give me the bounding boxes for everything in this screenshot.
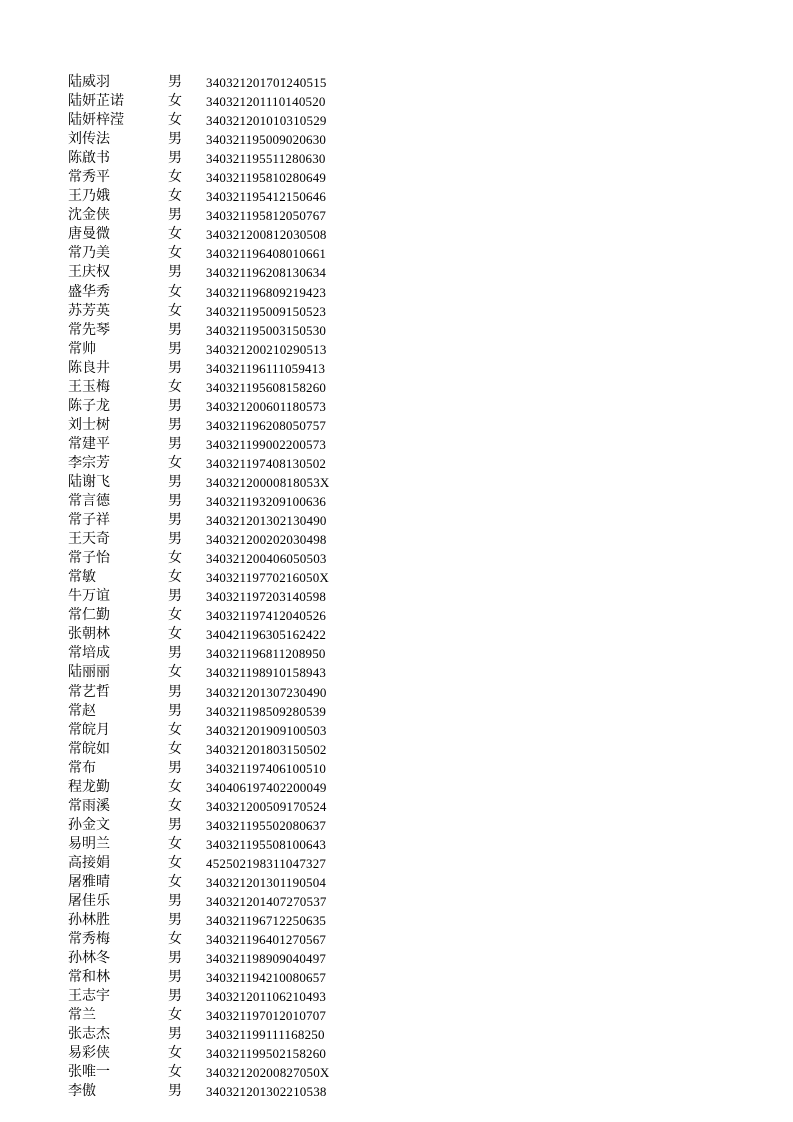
person-gender: 男 — [168, 264, 182, 281]
person-gender: 女 — [168, 721, 182, 738]
person-gender: 男 — [168, 512, 182, 529]
roster-row — [68, 740, 330, 759]
person-gender: 男 — [168, 531, 182, 548]
roster-row — [68, 397, 330, 416]
roster-row — [68, 454, 330, 473]
roster-row — [68, 892, 330, 911]
roster-row — [68, 435, 330, 454]
person-name: 王天奇 — [68, 531, 110, 548]
person-gender: 女 — [168, 664, 182, 681]
person-id-number: 340321195009150523 — [206, 303, 327, 319]
person-gender: 女 — [168, 607, 182, 624]
person-gender: 女 — [168, 854, 182, 871]
person-gender: 男 — [168, 912, 182, 929]
person-name: 孙林冬 — [68, 950, 110, 967]
roster-row — [68, 530, 330, 549]
roster-row — [68, 378, 330, 397]
roster-row — [68, 225, 330, 244]
person-name: 盛华秀 — [68, 283, 110, 300]
person-id-number: 340321201106210493 — [206, 989, 327, 1005]
person-id-number: 340321196809219423 — [206, 284, 327, 300]
person-gender: 男 — [168, 473, 182, 490]
person-gender: 男 — [168, 893, 182, 910]
person-name: 常言德 — [68, 493, 110, 510]
person-name: 陈良井 — [68, 359, 110, 376]
roster-row — [68, 302, 330, 321]
person-id-number: 340421196305162422 — [206, 627, 327, 643]
person-id-number: 340321199502158260 — [206, 1046, 327, 1062]
person-gender: 男 — [168, 131, 182, 148]
person-name: 常子祥 — [68, 512, 110, 529]
roster-row — [68, 1082, 330, 1101]
roster-row — [68, 416, 330, 435]
roster-row — [68, 702, 330, 721]
roster-row — [68, 168, 330, 187]
person-gender: 女 — [168, 188, 182, 205]
roster-row — [68, 92, 330, 111]
roster-row — [68, 683, 330, 702]
person-gender: 女 — [168, 1007, 182, 1024]
person-name: 陆威羽 — [68, 74, 110, 90]
roster-row — [68, 568, 330, 587]
person-id-number: 340321201407270537 — [206, 894, 327, 910]
person-gender: 男 — [168, 321, 182, 338]
person-id-number: 340321201010310529 — [206, 113, 327, 129]
person-gender: 女 — [168, 778, 182, 795]
roster-row — [68, 606, 330, 625]
person-id-number: 340321197203140598 — [206, 589, 327, 605]
person-id-number: 340321197012010707 — [206, 1008, 327, 1024]
person-name: 张唯一 — [68, 1064, 110, 1081]
person-name: 王玉梅 — [68, 378, 110, 395]
person-gender: 男 — [168, 988, 182, 1005]
roster-row — [68, 663, 330, 682]
person-name: 常赵 — [68, 702, 96, 719]
roster-row — [68, 283, 330, 302]
person-gender: 男 — [168, 816, 182, 833]
person-id-number: 340321201307230490 — [206, 684, 327, 700]
person-gender: 男 — [168, 702, 182, 719]
person-name: 陆丽丽 — [68, 664, 110, 681]
roster-row — [68, 73, 330, 92]
person-id-number: 340321201803150502 — [206, 741, 327, 757]
person-id-number: 34032120200827050X — [206, 1065, 330, 1081]
roster-row — [68, 244, 330, 263]
person-gender: 女 — [168, 550, 182, 567]
roster-row — [68, 130, 330, 149]
person-gender: 男 — [168, 493, 182, 510]
person-id-number: 34032120000818053X — [206, 474, 330, 490]
person-id-number: 340321196111059413 — [206, 360, 326, 376]
person-gender: 女 — [168, 112, 182, 129]
person-gender: 男 — [168, 1026, 182, 1043]
person-gender: 男 — [168, 759, 182, 776]
person-gender: 女 — [168, 835, 182, 852]
roster-row — [68, 759, 330, 778]
person-id-number: 340321196811208950 — [206, 646, 326, 662]
person-gender: 女 — [168, 626, 182, 643]
roster-row — [68, 111, 330, 130]
roster-row — [68, 873, 330, 892]
person-name: 常建平 — [68, 435, 110, 452]
roster-row — [68, 187, 330, 206]
person-name: 李宗芳 — [68, 454, 110, 471]
person-name: 常秀平 — [68, 169, 110, 186]
person-name: 高接娟 — [68, 854, 110, 871]
person-id-number: 340321201909100503 — [206, 722, 327, 738]
person-gender: 女 — [168, 378, 182, 395]
roster-row — [68, 1063, 330, 1082]
roster-row — [68, 930, 330, 949]
roster-row — [68, 1006, 330, 1025]
roster-row — [68, 1025, 330, 1044]
person-id-number: 340321194210080657 — [206, 970, 327, 986]
person-name: 常仁勤 — [68, 607, 110, 624]
person-id-number: 340321198910158943 — [206, 665, 327, 681]
person-gender: 女 — [168, 93, 182, 110]
roster-row — [68, 911, 330, 930]
person-id-number: 340321196712250635 — [206, 913, 327, 929]
person-id-number: 340321196208050757 — [206, 417, 327, 433]
person-id-number: 340321200202030498 — [206, 532, 327, 548]
roster-row — [68, 359, 330, 378]
person-id-number: 340321195810280649 — [206, 170, 327, 186]
roster-row — [68, 587, 330, 606]
person-gender: 女 — [168, 283, 182, 300]
person-name: 易明兰 — [68, 835, 110, 852]
person-gender: 女 — [168, 245, 182, 262]
person-id-number: 340321201110140520 — [206, 94, 326, 110]
person-gender: 男 — [168, 950, 182, 967]
person-name: 屠佳乐 — [68, 893, 110, 910]
person-gender: 男 — [168, 359, 182, 376]
person-name: 孙林胜 — [68, 912, 110, 929]
person-gender: 女 — [168, 226, 182, 243]
person-id-number: 340321200406050503 — [206, 551, 327, 567]
person-name: 陆谢飞 — [68, 473, 110, 490]
person-name: 王乃娥 — [68, 188, 110, 205]
person-id-number: 340321201302210538 — [206, 1084, 327, 1100]
person-id-number: 340321195511280630 — [206, 151, 326, 167]
person-gender: 男 — [168, 1083, 182, 1100]
person-id-number: 340321196401270567 — [206, 932, 327, 948]
person-name: 刘传法 — [68, 131, 110, 148]
roster-row — [68, 149, 330, 168]
person-id-number: 34032119770216050X — [206, 570, 330, 586]
person-name: 常艺哲 — [68, 683, 110, 700]
person-id-number: 340321197408130502 — [206, 455, 327, 471]
roster-row — [68, 473, 330, 492]
person-id-number: 340321195009020630 — [206, 132, 327, 148]
roster-row — [68, 340, 330, 359]
person-name: 常先琴 — [68, 321, 110, 338]
person-name: 常兰 — [68, 1007, 96, 1024]
person-name: 常子怡 — [68, 550, 110, 567]
person-gender: 女 — [168, 454, 182, 471]
person-gender: 女 — [168, 1064, 182, 1081]
person-name: 张志杰 — [68, 1026, 110, 1043]
roster-row — [68, 721, 330, 740]
person-gender: 男 — [168, 683, 182, 700]
person-id-number: 340321196208130634 — [206, 265, 327, 281]
roster-row — [68, 854, 330, 873]
roster-row — [68, 321, 330, 340]
person-name: 沈金侠 — [68, 207, 110, 224]
person-id-number: 340321195508100643 — [206, 836, 327, 852]
roster-list — [68, 73, 330, 1102]
person-name: 常雨溪 — [68, 797, 110, 814]
person-name: 常和林 — [68, 969, 110, 986]
roster-row — [68, 778, 330, 797]
person-name: 王庆权 — [68, 264, 110, 281]
person-id-number: 340321200210290513 — [206, 341, 327, 357]
person-gender: 男 — [168, 969, 182, 986]
person-name: 常乃美 — [68, 245, 110, 262]
roster-row — [68, 797, 330, 816]
roster-row — [68, 1044, 330, 1063]
person-gender: 男 — [168, 435, 182, 452]
roster-row — [68, 644, 330, 663]
person-name: 陈子龙 — [68, 397, 110, 414]
person-name: 程龙勤 — [68, 778, 110, 795]
roster-row — [68, 263, 330, 282]
person-id-number: 340321200601180573 — [206, 398, 327, 414]
person-name: 苏芳英 — [68, 302, 110, 319]
person-gender: 女 — [168, 302, 182, 319]
person-id-number: 452502198311047327 — [206, 855, 327, 871]
person-gender: 男 — [168, 645, 182, 662]
person-gender: 男 — [168, 150, 182, 167]
person-id-number: 340406197402200049 — [206, 779, 327, 795]
person-gender: 男 — [168, 340, 182, 357]
person-name: 刘士树 — [68, 416, 110, 433]
roster-row — [68, 511, 330, 530]
person-id-number: 340321201302130490 — [206, 513, 327, 529]
person-id-number: 340321198909040497 — [206, 951, 327, 967]
person-gender: 女 — [168, 169, 182, 186]
person-gender: 女 — [168, 740, 182, 757]
person-name: 常帅 — [68, 340, 96, 357]
person-name: 牛万谊 — [68, 588, 110, 605]
person-id-number: 340321196408010661 — [206, 246, 327, 262]
person-name: 常皖月 — [68, 721, 110, 738]
person-name: 孙金文 — [68, 816, 110, 833]
person-name: 常敏 — [68, 569, 96, 586]
person-name: 常秀梅 — [68, 931, 110, 948]
person-name: 王志宇 — [68, 988, 110, 1005]
person-id-number: 340321199111168250 — [206, 1027, 325, 1043]
roster-row — [68, 816, 330, 835]
person-gender: 男 — [168, 416, 182, 433]
roster-row — [68, 625, 330, 644]
person-id-number: 340321193209100636 — [206, 494, 327, 510]
person-name: 易彩侠 — [68, 1045, 110, 1062]
person-gender: 男 — [168, 397, 182, 414]
person-name: 唐曼微 — [68, 226, 110, 243]
person-id-number: 340321195502080637 — [206, 817, 327, 833]
person-id-number: 340321200509170524 — [206, 798, 327, 814]
person-gender: 女 — [168, 797, 182, 814]
person-id-number: 340321195412150646 — [206, 189, 327, 205]
roster-row — [68, 968, 330, 987]
person-id-number: 340321201701240515 — [206, 75, 327, 90]
person-id-number: 340321197406100510 — [206, 760, 327, 776]
person-name: 常培成 — [68, 645, 110, 662]
person-gender: 男 — [168, 588, 182, 605]
person-name: 陆妍芷诺 — [68, 93, 124, 110]
roster-row — [68, 206, 330, 225]
person-id-number: 340321195608158260 — [206, 379, 327, 395]
roster-row — [68, 987, 330, 1006]
person-id-number: 340321197412040526 — [206, 608, 327, 624]
person-gender: 女 — [168, 931, 182, 948]
person-name: 陆妍梓滢 — [68, 112, 124, 129]
person-gender: 女 — [168, 1045, 182, 1062]
person-gender: 女 — [168, 569, 182, 586]
person-gender: 女 — [168, 873, 182, 890]
person-name: 陈啟书 — [68, 150, 110, 167]
roster-row — [68, 835, 330, 854]
roster-row — [68, 949, 330, 968]
person-name: 李傲 — [68, 1083, 96, 1100]
person-name: 常皖如 — [68, 740, 110, 757]
roster-row — [68, 492, 330, 511]
person-id-number: 340321195003150530 — [206, 322, 327, 338]
person-id-number: 340321200812030508 — [206, 227, 327, 243]
person-id-number: 340321199002200573 — [206, 436, 327, 452]
person-name: 常布 — [68, 759, 96, 776]
person-name: 张朝林 — [68, 626, 110, 643]
person-gender: 男 — [168, 207, 182, 224]
person-id-number: 340321198509280539 — [206, 703, 327, 719]
person-name: 屠雅晴 — [68, 873, 110, 890]
person-gender: 男 — [168, 74, 182, 90]
roster-row — [68, 549, 330, 568]
person-id-number: 340321195812050767 — [206, 208, 327, 224]
person-id-number: 340321201301190504 — [206, 874, 327, 890]
